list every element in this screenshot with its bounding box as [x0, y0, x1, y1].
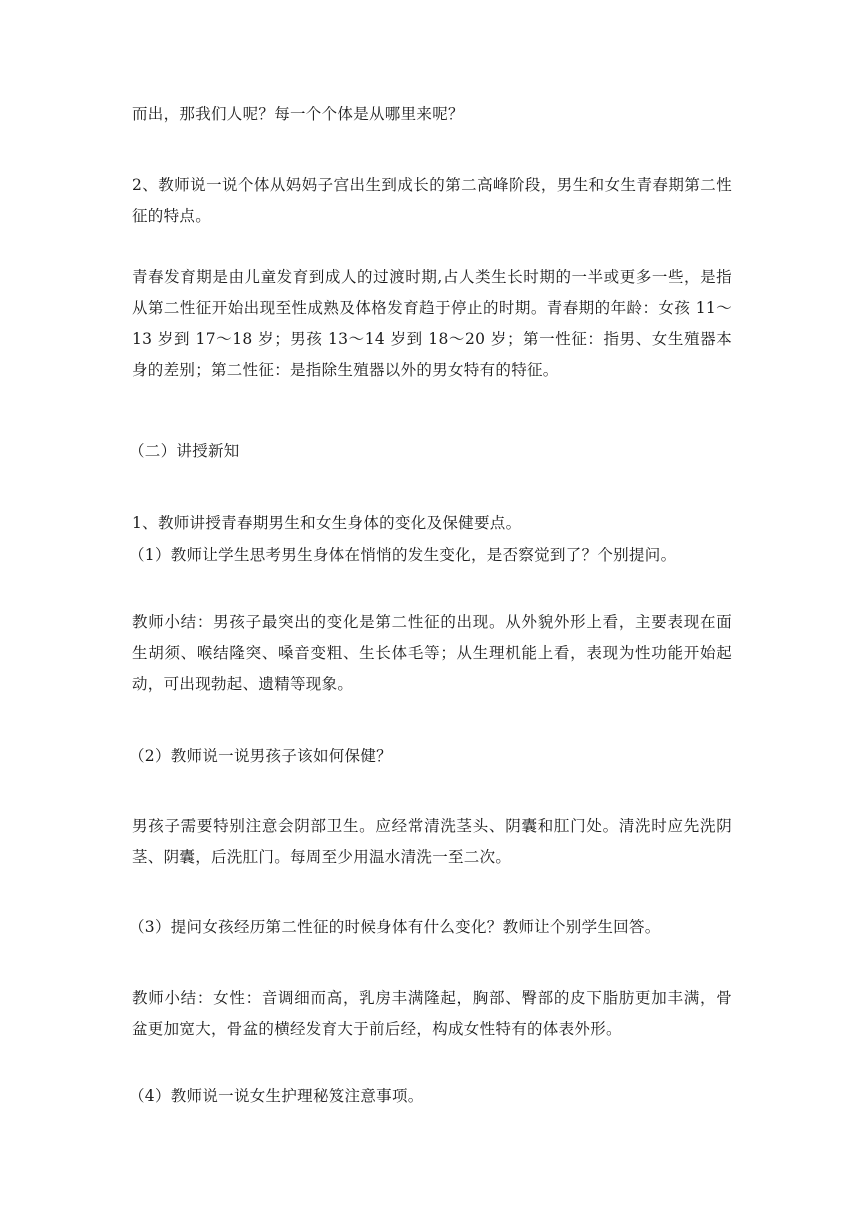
paragraph-2: 2、教师说一说个体从妈妈子宫出生到成长的第二高峰阶段，男生和女生青春期第二性征的特点。	[132, 176, 732, 225]
paragraph-1: 而出，那我们人呢？每一个个体是从哪里来呢？	[132, 105, 464, 123]
paragraph-7: （2）教师说一说男孩子该如何保健？	[129, 747, 392, 765]
paragraph-4: 1、教师讲授青春期男生和女生身体的变化及保健要点。	[132, 514, 522, 532]
paragraph-3: 青春发育期是由儿童发育到成人的过渡时期,占人类生长时期的一半或更多一些，是指从第二性征开始出现至性成熟及体格发育趋于停止的时期。青春期的年龄：女孩 11～13 岁到 17～18 岁；男孩 13～14 岁到 18～20 岁；第一性征：指男、女生殖器本身的差别；第二性征：是指除生殖器以外的男女特有的特征。	[132, 268, 732, 379]
paragraph-9: （3）提问女孩经历第二性征的时候身体有什么变化？教师让个别学生回答。	[129, 918, 661, 936]
paragraph-5: （1）教师让学生思考男生身体在悄悄的发生变化，是否察觉到了？个别提问。	[129, 546, 677, 564]
paragraph-10: 教师小结：女性：音调细而高，乳房丰满隆起，胸部、臀部的皮下脂肪更加丰满，骨盆更加宽大，骨盆的横经发育大于前后经，构成女性特有的体表外形。	[132, 989, 732, 1038]
section-heading-new-knowledge: （二）讲授新知	[129, 442, 240, 460]
paragraph-6: 教师小结：男孩子最突出的变化是第二性征的出现。从外貌外形上看，主要表现在面生胡须、喉结隆突、嗓音变粗、生长体毛等；从生理机能上看，表现为性功能开始起动，可出现勃起、遗精等现象。	[132, 613, 732, 693]
paragraph-11: （4）教师说一说女生护理秘笈注意事项。	[129, 1087, 424, 1105]
paragraph-8: 男孩子需要特别注意会阴部卫生。应经常清洗茎头、阴囊和肛门处。清洗时应先洗阴茎、阴囊，后洗肛门。每周至少用温水清洗一至二次。	[132, 817, 732, 866]
